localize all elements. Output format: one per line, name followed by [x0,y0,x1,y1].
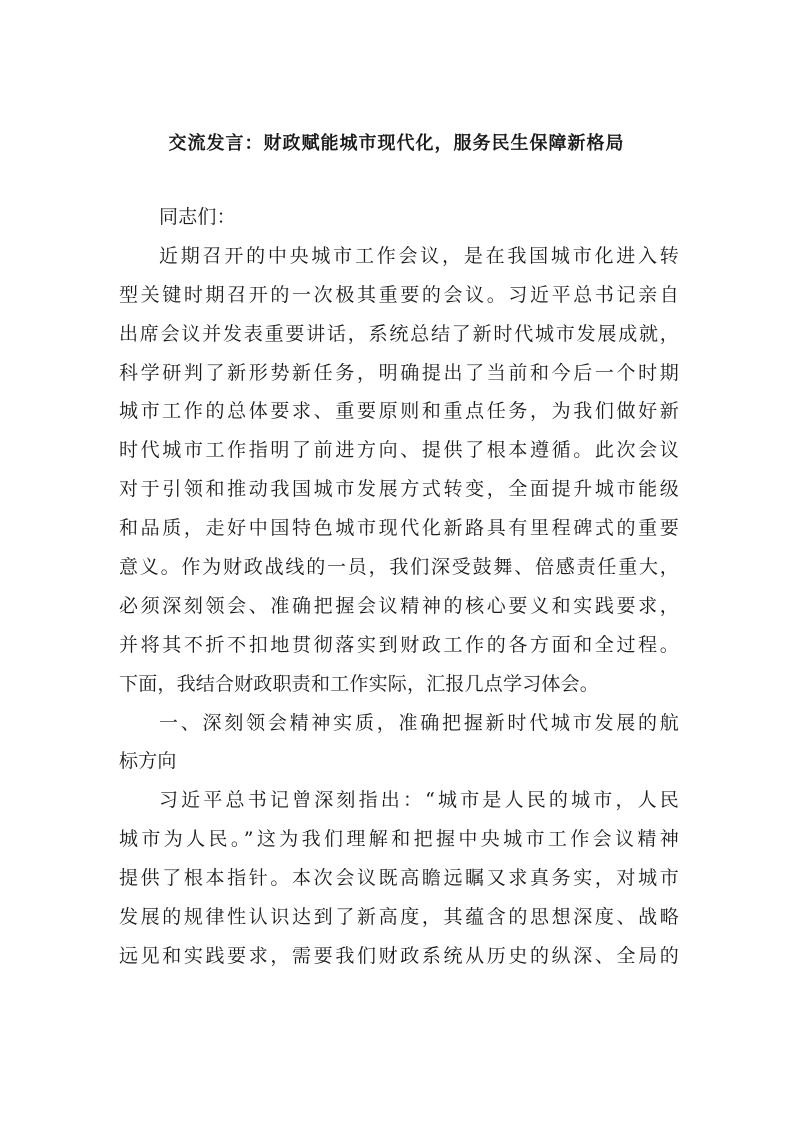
body-line: 同志们： [159,206,236,228]
body-line: 远见和实践要求，需要我们财政系统从历史的纵深、全局的 [119,944,679,967]
body-line: 科学研判了新形势新任务，明确提出了当前和今后一个时期 [119,361,679,384]
document-body [119,198,679,976]
body-line: 并将其不折不扣地贯彻落实到财政工作的各方面和全过程。 [119,633,679,656]
body-line: 城市为人民。”这为我们理解和把握中央城市工作会议精神 [119,828,679,851]
body-line: 型关键时期召开的一次极其重要的会议。习近平总书记亲自 [119,283,679,306]
body-line: 意义。作为财政战线的一员，我们深受鼓舞、倍感责任重大， [119,556,679,579]
body-line: 出席会议并发表重要讲话，系统总结了新时代城市发展成就， [119,322,679,345]
body-line: 城市工作的总体要求、重要原则和重点任务，为我们做好新 [119,400,679,423]
body-line: 时代城市工作指明了前进方向、提供了根本遵循。此次会议 [119,439,679,462]
body-line: 必须深刻领会、准确把握会议精神的核心要义和实践要求， [119,594,679,617]
body-line: 下面，我结合财政职责和工作实际，汇报几点学习体会。 [119,672,600,695]
body-line: 发展的规律性认识达到了新高度，其蕴含的思想深度、战略 [119,906,679,929]
body-line: 提供了根本指针。本次会议既高瞻远瞩又求真务实，对城市 [119,867,679,890]
document-title: 交流发言：财政赋能城市现代化，服务民生保障新格局 [168,133,625,154]
body-line: 对于引领和推动我国城市发展方式转变，全面提升城市能级 [119,478,679,501]
body-line: 和品质，走好中国特色城市现代化新路具有里程碑式的重要 [119,517,679,540]
body-line: 习近平总书记曾深刻指出：“城市是人民的城市，人民 [159,789,679,812]
body-line: 一、深刻领会精神实质，准确把握新时代城市发展的航 [159,711,679,734]
body-line: 近期召开的中央城市工作会议，是在我国城市化进入转 [159,244,679,267]
body-line: 标方向 [119,750,177,773]
